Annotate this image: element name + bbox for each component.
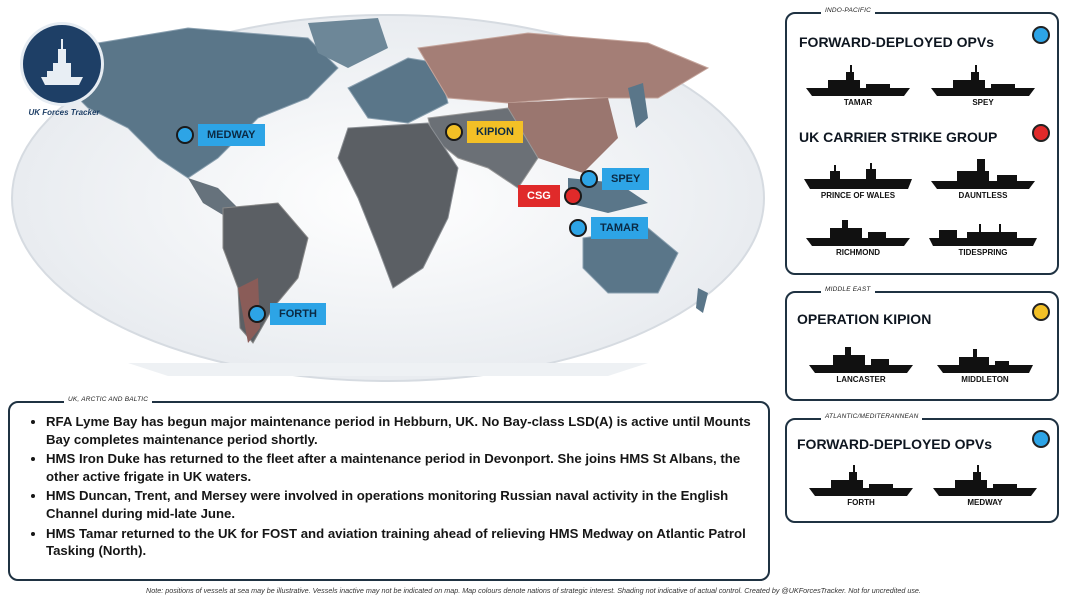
panel-region-label: ATLANTIC/MEDITERANNEAN xyxy=(821,413,922,420)
marker-tamar[interactable] xyxy=(569,219,587,237)
ship-card-prince-of-wales[interactable] xyxy=(802,157,914,205)
brand-logo-text: UK Forces Tracker xyxy=(28,108,100,117)
panel-indo-pacific xyxy=(785,7,1059,275)
news-item: • HMS Duncan, Trent, and Mersey were involved in operations monitoring Russian naval activity in the English Channel during mid-late June. xyxy=(46,487,754,522)
tanker-silhouette-icon xyxy=(927,214,1039,248)
ship-name: FORTH xyxy=(847,498,875,507)
status-dot-yellow xyxy=(1032,303,1050,321)
ship-name: TIDESPRING xyxy=(958,248,1008,257)
frigate-silhouette-icon xyxy=(802,214,914,248)
news-list xyxy=(10,403,768,560)
world-map-graphic xyxy=(8,8,768,383)
antarctica xyxy=(128,363,648,376)
opv-silhouette-icon xyxy=(927,64,1039,98)
status-dot-blue xyxy=(1032,430,1050,448)
panel-title-opvs: FORWARD-DEPLOYED OPVs xyxy=(799,34,994,50)
status-dot-red xyxy=(1032,124,1050,142)
panel-region-label: UK, ARCTIC AND BALTIC xyxy=(64,396,152,403)
marker-label-kipion: KIPION xyxy=(467,121,523,143)
panel-atlantic xyxy=(785,413,1059,523)
ship-card-richmond[interactable] xyxy=(802,214,914,262)
ship-card-lancaster[interactable] xyxy=(805,341,917,389)
opv-silhouette-icon xyxy=(929,464,1041,498)
ship-card-middleton[interactable] xyxy=(929,341,1041,389)
warship-logo-icon xyxy=(23,25,101,103)
panel-region-label: INDO-PACIFIC xyxy=(821,7,875,14)
ship-name: TAMAR xyxy=(843,98,873,107)
marker-medway[interactable] xyxy=(176,126,194,144)
ship-name: DAUNTLESS xyxy=(958,191,1008,200)
russia xyxy=(418,33,708,103)
status-dot-blue xyxy=(1032,26,1050,44)
panel-middle-east xyxy=(785,286,1059,401)
world-map xyxy=(8,8,768,383)
marker-label-csg: CSG xyxy=(518,185,560,207)
marker-label-spey: SPEY xyxy=(602,168,649,190)
panel-uk-arctic-baltic xyxy=(8,396,770,581)
marker-label-medway: MEDWAY xyxy=(198,124,265,146)
opv-silhouette-icon xyxy=(805,464,917,498)
news-item: • HMS Tamar returned to the UK for FOST and aviation training ahead of relieving HMS Medway on Atlantic Patrol Tasking (North). xyxy=(46,525,754,560)
ship-card-tidespring[interactable] xyxy=(927,214,1039,262)
destroyer-silhouette-icon xyxy=(927,157,1039,191)
news-item: • HMS Iron Duke has returned to the fleet after a maintenance period in Devonport. She joins HMS St Albans, the other active frigate in UK waters. xyxy=(46,450,754,485)
ship-name: PRINCE OF WALES xyxy=(820,191,896,200)
news-item: • RFA Lyme Bay has begun major maintenance period in Hebburn, UK. No Bay-class LSD(A) is active until Mounts Bay completes maintenance period shortly. xyxy=(46,413,754,448)
ship-card-spey[interactable] xyxy=(927,64,1039,112)
panel-region-label: MIDDLE EAST xyxy=(821,286,875,293)
ship-card-medway[interactable] xyxy=(929,464,1041,512)
panel-title-atlantic-opvs: FORWARD-DEPLOYED OPVs xyxy=(797,436,992,452)
minehunter-silhouette-icon xyxy=(929,341,1041,375)
ship-card-forth[interactable] xyxy=(805,464,917,512)
footer-note: Note: positions of vessels at sea may be illustrative. Vessels inactive may not be indicated on map. Map colours denote nations of strategic interest. Shading not indicative of actual control. Created by @UKForcesTracker. Not for uncredited use. xyxy=(146,586,921,595)
marker-label-tamar: TAMAR xyxy=(591,217,648,239)
ship-name: MEDWAY xyxy=(967,498,1003,507)
marker-csg[interactable] xyxy=(564,187,582,205)
panel-title-csg: UK CARRIER STRIKE GROUP xyxy=(799,129,998,145)
ship-name: MIDDLETON xyxy=(961,375,1009,384)
ship-name: LANCASTER xyxy=(836,375,886,384)
ship-name: SPEY xyxy=(972,98,994,107)
carrier-silhouette-icon xyxy=(802,157,914,191)
marker-forth[interactable] xyxy=(248,305,266,323)
marker-spey[interactable] xyxy=(580,170,598,188)
ship-card-dauntless[interactable] xyxy=(927,157,1039,205)
brand-logo xyxy=(20,22,104,106)
panel-title-kipion: OPERATION KIPION xyxy=(797,311,932,327)
opv-silhouette-icon xyxy=(802,64,914,98)
ship-card-tamar[interactable] xyxy=(802,64,914,112)
marker-kipion[interactable] xyxy=(445,123,463,141)
frigate-silhouette-icon xyxy=(805,341,917,375)
ship-name: RICHMOND xyxy=(836,248,880,257)
marker-label-forth: FORTH xyxy=(270,303,326,325)
